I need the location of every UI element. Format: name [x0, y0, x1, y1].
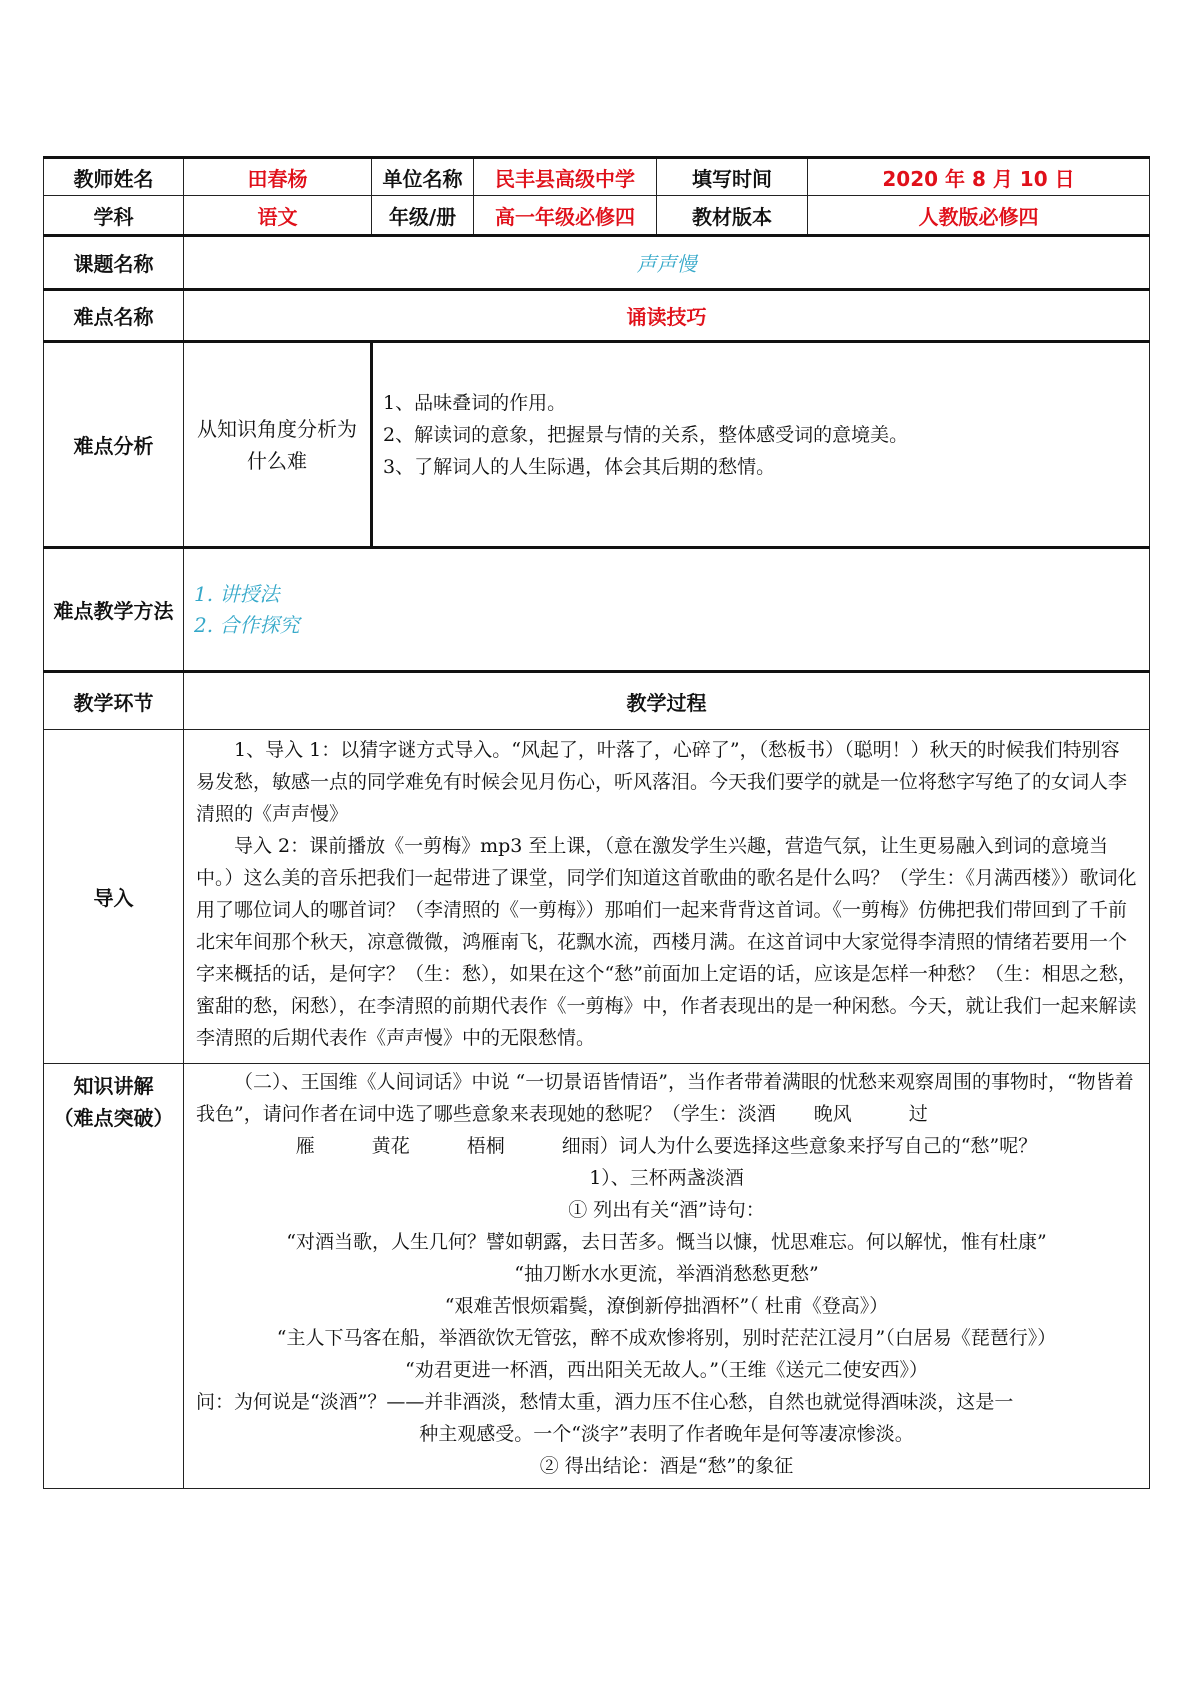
unit-label: 单位名称	[372, 158, 474, 196]
analysis-item: 2、解读词的意象，把握景与情的关系，整体感受词的意境美。	[383, 423, 909, 446]
method-item: 1. 讲授法	[194, 581, 280, 606]
methods-items	[184, 548, 1150, 672]
subject-label: 学科	[44, 196, 184, 236]
process-value: 教学过程	[184, 672, 1150, 730]
intro-paragraph-2: 导入 2：课前播放《一剪梅》mp3 至上课，（意在激发学生兴趣，营造气氛，让生更易融入到词的意境当中。）这么美的音乐把我们一起带进了课堂，同学们知道这首歌曲的歌名是什么吗？（学生：《月满西楼》）歌词化用了哪位词人的哪首词？（李清照的《一剪梅》）那咱们一起来背背这首词。《一剪梅》仿佛把我们带回到了千前北宋年间那个秋天，凉意微微，鸿雁南飞，花飘水流，西楼月满。在这首词中大家觉得李清照的情绪若要用一个字来概括的话，是何字？（生：愁），如果在这个“愁”前面加上定语的话，应该是怎样一种愁？（生：相思之愁，蜜甜的愁，闲愁），在李清照的前期代表作《一剪梅》中，作者表现出的是一种闲愁。今天，就让我们一起来解读李清照的后期代表作《声声慢》中的无限愁情。	[196, 835, 1137, 1049]
poem-quote: “主人下马客在船，举酒欲饮无管弦，醉不成欢惨将别，别时茫茫江浸月”（白居易《琵琶行》）	[276, 1327, 1057, 1349]
knowledge-row	[44, 1064, 1150, 1489]
poem-quote: “抽刀断水水更流，举酒消愁愁更愁”	[514, 1263, 819, 1285]
knowledge-sub-1: ① 列出有关“酒”诗句：	[568, 1199, 765, 1221]
teacher-label: 教师姓名	[44, 158, 184, 196]
edition-value: 人教版必修四	[808, 196, 1150, 236]
intro-content	[184, 730, 1150, 1064]
topic-value: 声声慢	[184, 236, 1150, 290]
question-line: 问：为何说是“淡酒”？——并非酒淡，愁情太重，酒力压不住心愁，自然也就觉得酒味淡，这是一	[196, 1391, 1014, 1413]
analysis-row	[44, 342, 1150, 548]
grade-label: 年级/册	[372, 196, 474, 236]
poem-quote: “对酒当歌，人生几何？譬如朝露，去日苦多。慨当以慷，忧思难忘。何以解忧，惟有杜康”	[286, 1231, 1047, 1253]
question-line-2: 种主观感受。一个“淡字”表明了作者晚年是何等凄凉惨淡。	[419, 1423, 914, 1445]
grade-value: 高一年级必修四	[474, 196, 657, 236]
date-value: 2020 年 8 月 10 日	[808, 158, 1150, 196]
intro-paragraph-1: 1、导入 1：以猜字谜方式导入。“风起了，叶落了，心碎了”，（愁板书）（聪明！）秋天的时候我们特别容易发愁，敏感一点的同学难免有时候会见月伤心，听风落泪。今天我们要学的就是一位将愁字写绝了的女词人李清照的《声声慢》	[196, 739, 1128, 825]
methods-label: 难点教学方法	[44, 548, 184, 672]
methods-row	[44, 548, 1150, 672]
method-item: 2. 合作探究	[194, 612, 300, 637]
knowledge-label-line2: （难点突破）	[53, 1106, 174, 1130]
subject-value: 语文	[184, 196, 372, 236]
topic-label: 课题名称	[44, 236, 184, 290]
teacher-value: 田春杨	[184, 158, 372, 196]
difficulty-value: 诵读技巧	[184, 290, 1150, 342]
date-label: 填写时间	[657, 158, 808, 196]
lesson-plan-sheet	[43, 156, 1149, 1489]
process-label: 教学环节	[44, 672, 184, 730]
knowledge-label-line1: 知识讲解	[73, 1074, 154, 1098]
conclusion-line: ② 得出结论：酒是“愁”的象征	[539, 1455, 794, 1477]
difficulty-row	[44, 290, 1150, 342]
topic-row	[44, 236, 1150, 290]
knowledge-imagery-line: 雁 黄花 梧桐 细雨）词人为什么要选择这些意象来抒写自己的“愁”呢？	[295, 1135, 1038, 1157]
lesson-plan-table	[43, 156, 1150, 1489]
unit-value: 民丰县高级中学	[474, 158, 657, 196]
knowledge-content	[184, 1064, 1150, 1489]
poem-quote: “艰难苦恨烦霜鬓，潦倒新停拙酒杯”（ 杜甫《登高》）	[444, 1295, 889, 1317]
edition-label: 教材版本	[657, 196, 808, 236]
intro-row	[44, 730, 1150, 1064]
knowledge-section-1: 1）、三杯两盏淡酒	[589, 1167, 744, 1189]
difficulty-label: 难点名称	[44, 290, 184, 342]
process-header-row	[44, 672, 1150, 730]
poem-quote: “劝君更进一杯酒，西出阳关无故人。”（王维《送元二使安西》）	[405, 1359, 928, 1381]
analysis-item: 1、品味叠词的作用。	[383, 391, 567, 414]
analysis-label: 难点分析	[44, 342, 184, 548]
analysis-item: 3、了解词人的人生际遇，体会其后期的愁情。	[383, 455, 776, 478]
knowledge-paragraph-1: （二）、王国维《人间词话》中说 “一切景语皆情语”，当作者带着满眼的忧愁来观察周围的事物时，“物皆着我色”，请问作者在词中选了哪些意象来表现她的愁呢？（学生：淡酒 晚风 过	[196, 1071, 1134, 1125]
intro-label: 导入	[44, 730, 184, 1064]
analysis-items	[372, 342, 1150, 548]
knowledge-label	[44, 1064, 184, 1489]
header-row-subject	[44, 196, 1150, 236]
analysis-sub-label: 从知识角度分析为什么难	[184, 342, 372, 548]
header-row-teacher	[44, 158, 1150, 196]
